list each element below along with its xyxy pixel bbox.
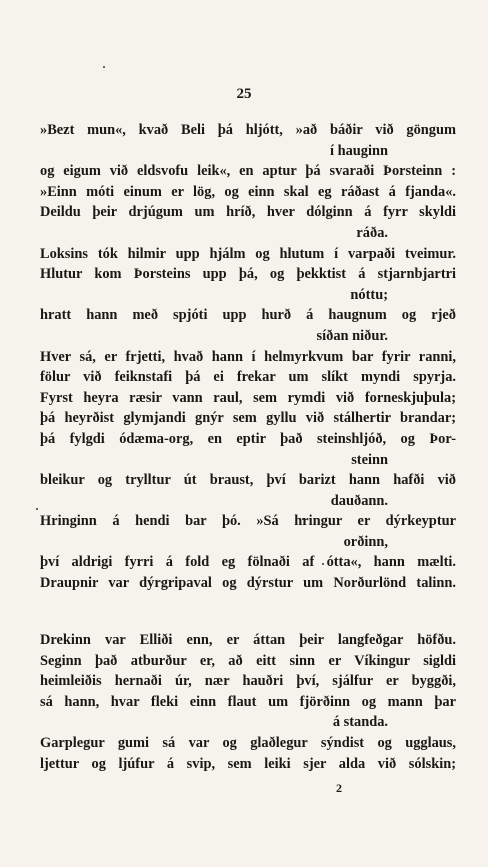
verse-line: þá fylgdi ódæma-org, en eptir það steinshljóð, og Þor- bbox=[40, 430, 456, 447]
verse-line: þá heyrðist glymjandi gnýr sem gyllu við stálhertir brandar; bbox=[40, 410, 456, 427]
verse-line-continuation: nóttu; bbox=[350, 286, 388, 303]
verse-line: Hver sá, er frjetti, hvað hann í helmyrkvum bar fyrir ranni, bbox=[40, 348, 456, 365]
verse-line: Loksins tók hilmir upp hjálm og hlutum í varpaði tveimur. bbox=[40, 245, 456, 262]
verse-line: Fyrst heyra ræsir vann raul, sem rymdi við forneskjuþula; bbox=[40, 389, 456, 406]
verse-line: »Bezt mun«, kvað Beli þá hljótt, »að báðir við göngum bbox=[40, 122, 456, 138]
verse-line-continuation: ráða. bbox=[356, 224, 388, 241]
verse-line: og eigum við eldsvofu leik«, en aptur þá svaraði Þorsteinn : bbox=[40, 163, 456, 180]
signature-mark: 2 bbox=[336, 781, 342, 795]
ink-speck bbox=[36, 508, 38, 510]
stanza-2 bbox=[40, 630, 456, 774]
ink-speck bbox=[103, 66, 105, 68]
page-number: 25 bbox=[236, 86, 252, 102]
verse-line: hratt hann með spjóti upp hurð á haugnum og rjeð bbox=[40, 307, 456, 324]
verse-line: »Einn móti einum er lög, og einn skal eg ráðast á fjanda«. bbox=[40, 183, 456, 200]
verse-line: Deildu þeir drjúgum um hríð, hver dólginn á fyrr skyldi bbox=[40, 204, 456, 221]
verse-line: því aldrigi fyrri á fold eg fölnaði af ótta«, hann mælti. bbox=[40, 554, 456, 571]
verse-line: Hringinn á hendi bar þó. »Sá hringur er dýrkeyptur bbox=[40, 513, 456, 530]
verse-line-continuation: síðan niður. bbox=[316, 327, 388, 344]
verse-line-continuation: á standa. bbox=[332, 714, 388, 731]
verse-line: Seginn það atburður er, að eitt sinn er Víkingur sigldi bbox=[40, 652, 456, 669]
verse-line: Draupnir var dýrgripaval og dýrstur um Norðurlönd talinn. bbox=[40, 575, 456, 592]
verse-line-continuation: orðinn, bbox=[343, 533, 388, 550]
verse-line-continuation: í hauginn bbox=[330, 142, 388, 159]
verse-line: fölur við feiknstafi þá ei frekar um slíkt myndi spyrja. bbox=[40, 369, 456, 386]
verse-line-continuation: steinn bbox=[351, 451, 388, 468]
verse-line: heimleiðis hernaði úr, nær hauðri því, sjálfur er byggði, bbox=[40, 673, 456, 690]
verse-line: sá hann, hvar fleki einn flaut um fjörðinn og mann þar bbox=[40, 693, 456, 710]
verse-line: ljettur og ljúfur á svip, sem leiki sjer alda við sólskin; bbox=[40, 755, 456, 772]
verse-line: Hlutur kom Þorsteins upp þá, og þekktist á stjarnbjartri bbox=[40, 266, 456, 283]
verse-line: Drekinn var Elliði enn, er áttan þeir langfeðgar höfðu. bbox=[40, 632, 456, 648]
stanza-1 bbox=[40, 120, 456, 594]
verse-line: Garplegur gumi sá var og glaðlegur sýndist og ugglaus, bbox=[40, 734, 456, 751]
verse-line-continuation: dauðann. bbox=[330, 492, 388, 509]
verse-line: bleikur og trylltur út braust, því barizt hann hafði við bbox=[40, 472, 456, 489]
